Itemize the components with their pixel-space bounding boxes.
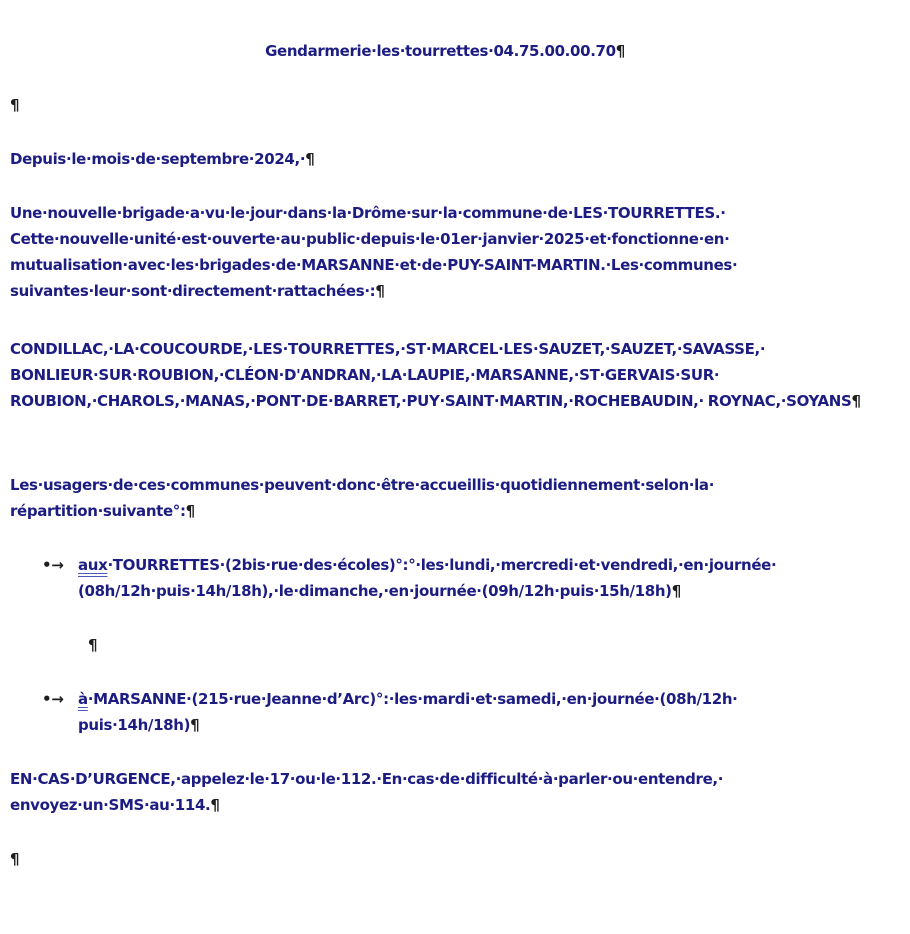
communes-text: CONDILLAC,·LA·COUCOURDE,·LES·TOURRETTES,·ST·MARCEL·LES·SAUZET,·SAUZET,·SAVASSE,· BONLIEUR·SUR·ROUBION,·CLÉON·D'ANDRAN,·LA·LAUPIE,·MARSANNE,·ST·GERVAIS·SUR· ROUBION,·CHAROLS,·MANAS,·PONT·DE·BARRET,·PUY·SAINT·MARTIN,·ROCHEBAUDIN,· ROYNAC,·SOYANS bbox=[10, 340, 852, 410]
empty-paragraph[interactable] bbox=[10, 92, 830, 118]
urgence-text: EN·CAS·D’URGENCE,·appelez·le·17·ou·le·112.·En·cas·de·difficulté·à·parler·ou·entendre,· envoyez·un·SMS·au·114. bbox=[10, 770, 724, 814]
bullet-item-tourrettes[interactable] bbox=[42, 552, 862, 604]
pilcrow-mark: ¶ bbox=[851, 392, 861, 410]
grammar-flagged-word[interactable]: à bbox=[78, 690, 88, 708]
pilcrow-mark: ¶ bbox=[185, 502, 195, 520]
document-title-paragraph[interactable] bbox=[10, 38, 880, 64]
urgence-paragraph[interactable] bbox=[10, 766, 820, 818]
pilcrow-mark: ¶ bbox=[305, 150, 315, 168]
communes-paragraph[interactable] bbox=[10, 336, 870, 414]
pilcrow-mark: ¶ bbox=[190, 716, 200, 734]
document-title: Gendarmerie·les·tourrettes·04.75.00.00.70 bbox=[265, 42, 616, 60]
pilcrow-mark: ¶ bbox=[210, 796, 220, 814]
announcement-paragraph[interactable] bbox=[10, 200, 825, 304]
bullet-text bbox=[78, 552, 862, 604]
bullet-body: ·TOURRETTES·(2bis·rue·des·écoles)°:°·les·lundi,·mercredi·et·vendredi,·en·journée· (08h/12h·puis·14h/18h),·le·dimanche,·en·journée·(09h/12h·puis·15h/18h) bbox=[78, 556, 777, 600]
pilcrow-mark: ¶ bbox=[615, 42, 625, 60]
empty-paragraph[interactable] bbox=[10, 846, 830, 872]
bullet-arrow-icon: •→ bbox=[42, 556, 64, 574]
grammar-flagged-word[interactable]: aux bbox=[78, 556, 108, 574]
intro-text: Depuis·le·mois·de·septembre·2024,· bbox=[10, 150, 306, 168]
bullet-text bbox=[78, 686, 862, 738]
empty-paragraph[interactable] bbox=[88, 632, 908, 658]
bullet-body: ·MARSANNE·(215·rue·Jeanne·d’Arc)°:·les·mardi·et·samedi,·en·journée·(08h/12h· puis·14h/18h) bbox=[78, 690, 738, 734]
pilcrow-mark: ¶ bbox=[375, 282, 385, 300]
intro-paragraph[interactable] bbox=[10, 146, 830, 172]
bullet-item-marsanne[interactable] bbox=[42, 686, 862, 738]
pilcrow-mark: ¶ bbox=[671, 582, 681, 600]
usagers-text: Les·usagers·de·ces·communes·peuvent·donc·être·accueillis·quotidiennement·selon·la· répartition·suivante°: bbox=[10, 476, 715, 520]
pilcrow-mark: ¶ bbox=[88, 636, 98, 654]
usagers-paragraph[interactable] bbox=[10, 472, 820, 524]
announcement-text: Une·nouvelle·brigade·a·vu·le·jour·dans·la·Drôme·sur·la·commune·de·LES·TOURRETTES.· Cette·nouvelle·unité·est·ouverte·au·public·depuis·le·01er·janvier·2025·et·fonctionne·en· mutualisation·avec·les·brigades·de·MARSANNE·et·de·PUY-SAINT-MARTIN.·Les·communes· suivantes·leur·sont·directement·rattachées·: bbox=[10, 204, 738, 300]
pilcrow-mark: ¶ bbox=[10, 96, 20, 114]
bullet-arrow-icon: •→ bbox=[42, 690, 64, 708]
pilcrow-mark: ¶ bbox=[10, 850, 20, 868]
